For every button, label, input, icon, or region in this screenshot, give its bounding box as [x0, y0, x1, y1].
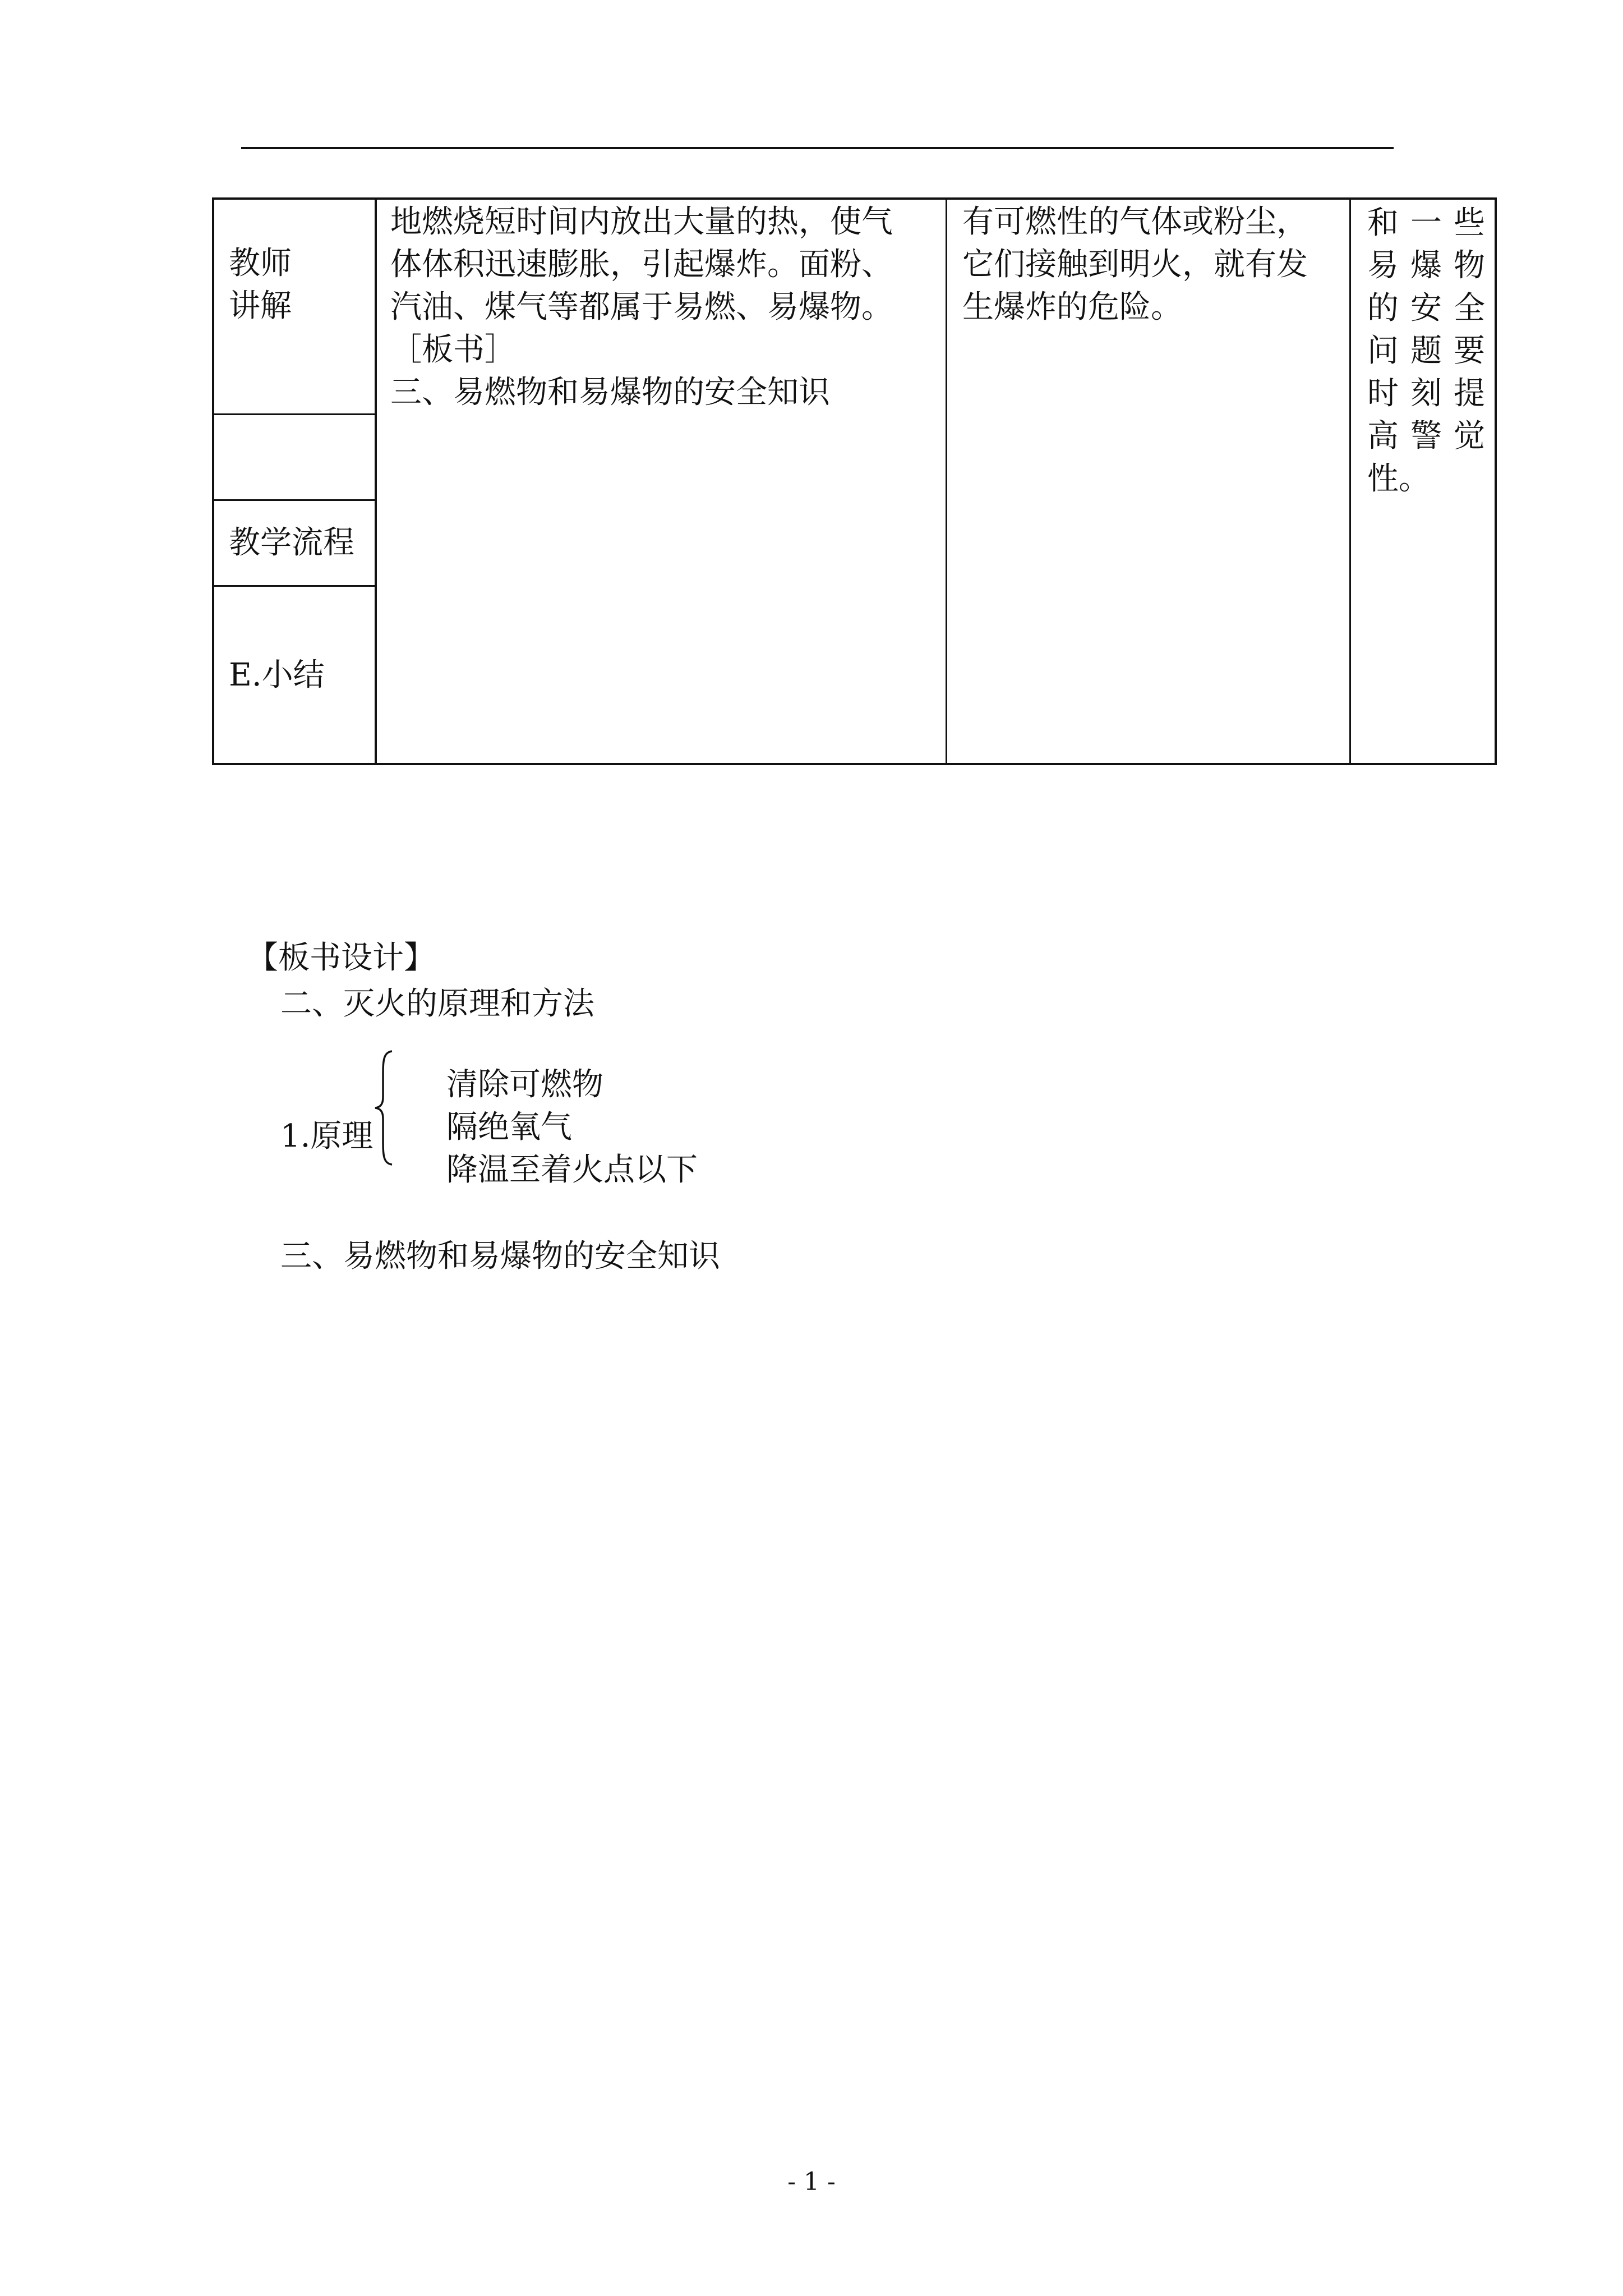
table-col-divider-3 — [1349, 197, 1351, 765]
cell-line: 讲解 — [229, 288, 292, 324]
cell-line: 问 题 要 — [1367, 333, 1485, 369]
cell-line: 易 爆 物 — [1367, 247, 1485, 284]
cell-teacher-explanation — [229, 242, 292, 328]
cell-line: 性。 — [1367, 461, 1430, 497]
principle-label: 1.原理 — [280, 1118, 374, 1154]
cell-line: 三、易燃物和易爆物的安全知识 — [390, 374, 830, 411]
table-border-right — [1495, 197, 1497, 765]
cell-line: 有可燃性的气体或粉尘， — [962, 204, 1308, 240]
header-rule — [241, 147, 1394, 149]
cell-line: 时 刻 提 — [1367, 375, 1485, 412]
board-section-2: 二、灭火的原理和方法 — [280, 986, 594, 1022]
principle-item: 清除可燃物 — [446, 1066, 603, 1103]
board-section-3: 三、易燃物和易爆物的安全知识 — [280, 1238, 720, 1274]
cell-student-content — [962, 201, 1308, 329]
page-number: - 1 - — [787, 2168, 836, 2196]
cell-line: 体体积迅速膨胀，引起爆炸。面粉、 — [390, 246, 893, 283]
cell-line: 它们接触到明火，就有发 — [962, 246, 1308, 283]
principle-item: 隔绝氧气 — [446, 1109, 572, 1145]
table-row-divider-2 — [212, 499, 376, 501]
table-border-top — [212, 197, 1497, 200]
cell-teacher-content — [390, 201, 893, 414]
cell-line: 生爆炸的危险。 — [962, 289, 1182, 325]
cell-line: 和 一 些 — [1367, 205, 1485, 241]
table-col-divider-1 — [375, 197, 377, 765]
cell-line: ［板书］ — [390, 332, 516, 368]
cell-line: 教师 — [229, 245, 292, 282]
cell-design-intent — [1367, 202, 1485, 500]
table-row-divider-1 — [212, 413, 376, 415]
table-border-left — [212, 197, 214, 765]
cell-line: 的 安 全 — [1367, 290, 1485, 326]
cell-line: 高 警 觉 — [1367, 418, 1485, 454]
cell-teaching-process: 教学流程 — [229, 524, 354, 561]
curly-brace-icon — [373, 1049, 395, 1167]
cell-line: 汽油、煤气等都属于易燃、易爆物。 — [390, 289, 893, 325]
cell-line: 地燃烧短时间内放出大量的热，使气 — [390, 204, 893, 240]
table-col-divider-2 — [946, 197, 947, 765]
table-row-divider-3 — [212, 585, 376, 587]
board-design-title: 【板书设计】 — [247, 940, 435, 976]
table-border-bottom — [212, 763, 1497, 765]
cell-summary: E.小结 — [229, 657, 325, 693]
principle-item: 降温至着火点以下 — [446, 1152, 698, 1188]
